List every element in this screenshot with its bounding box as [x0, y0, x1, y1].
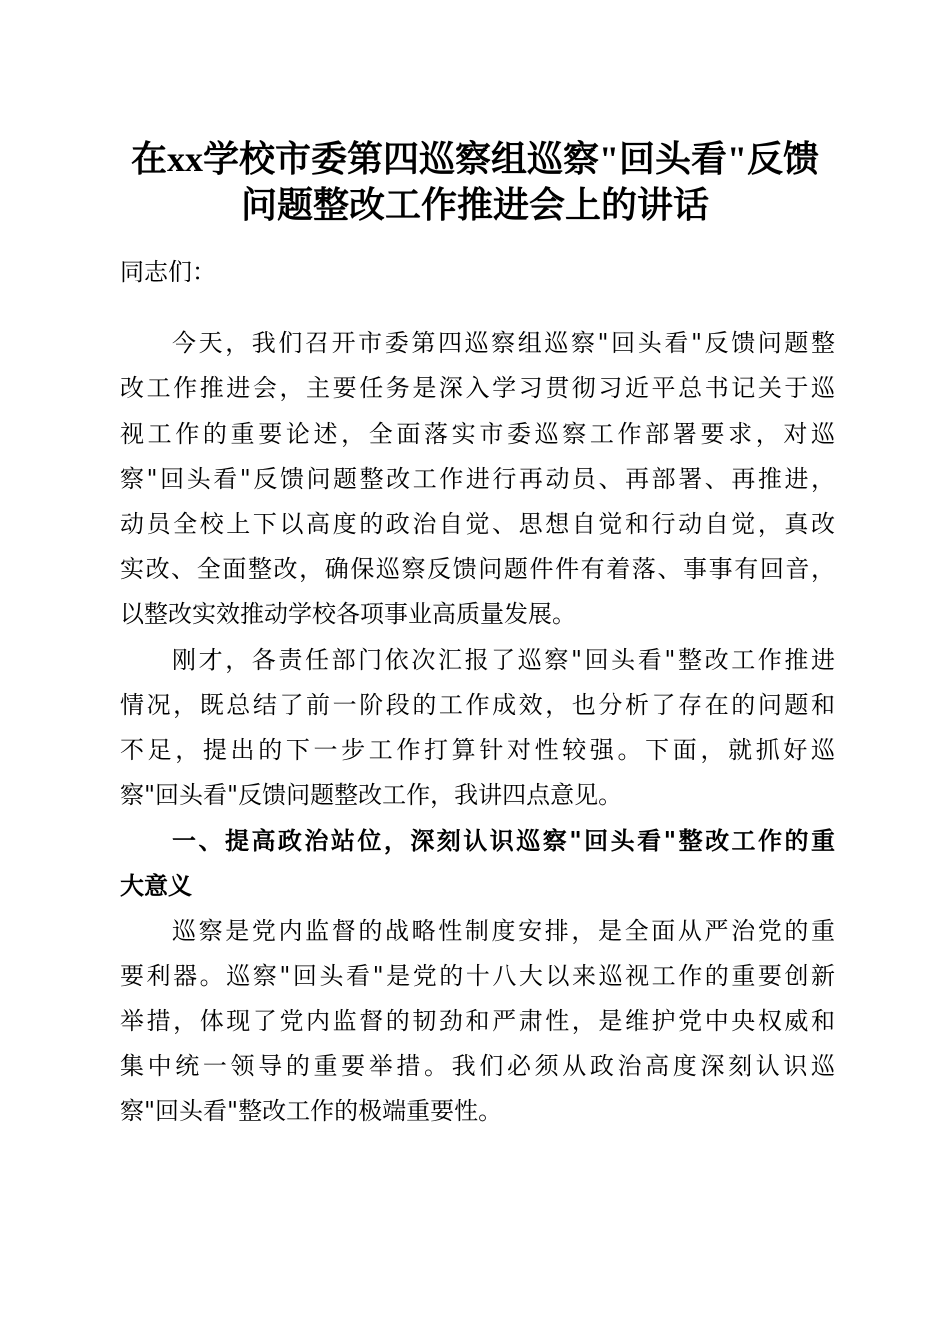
text-line: 以整改实效推动学校各项事业高质量发展。	[120, 600, 576, 629]
document-body	[120, 250, 835, 1135]
text-line: 今天，我们召开市委第四巡察组巡察"回头看"反馈问题整	[172, 329, 835, 358]
section-heading	[120, 818, 835, 908]
paragraph	[120, 638, 835, 819]
text-line: 察"回头看"整改工作的极端重要性。	[120, 1097, 503, 1126]
paragraph	[120, 909, 835, 1135]
text-line: 察"回头看"反馈问题整改工作进行再动员、再部署、再推进，	[120, 464, 835, 493]
paragraph	[120, 321, 835, 637]
text-line: 大意义	[120, 871, 192, 901]
title-line-2: 问题整改工作推进会上的讲话	[240, 185, 709, 225]
paragraphs	[120, 321, 835, 1134]
text-line: 改工作推进会，主要任务是深入学习贯彻习近平总书记关于巡	[120, 374, 835, 403]
text-line: 视工作的重要论述，全面落实市委巡察工作部署要求，对巡	[120, 419, 835, 448]
text-line: 动员全校上下以高度的政治自觉、思想自觉和行动自觉，真改	[120, 509, 835, 538]
document-title	[0, 136, 950, 228]
text-line: 不足，提出的下一步工作打算针对性较强。下面，就抓好巡	[120, 735, 835, 764]
text-line: 要利器。巡察"回头看"是党的十八大以来巡视工作的重要创新	[120, 961, 835, 990]
text-line: 察"回头看"反馈问题整改工作，我讲四点意见。	[120, 781, 623, 810]
text-line: 情况，既总结了前一阶段的工作成效，也分析了存在的问题和	[120, 690, 835, 719]
text-line: 一、提高政治站位，深刻认识巡察"回头看"整改工作的重	[172, 826, 835, 856]
text-line: 举措，体现了党内监督的韧劲和严肃性，是维护党中央权威和	[120, 1007, 835, 1035]
text-line: 集中统一领导的重要举措。我们必须从政治高度深刻认识巡	[120, 1052, 835, 1081]
text-line: 刚才，各责任部门依次汇报了巡察"回头看"整改工作推进	[172, 645, 835, 674]
title-line-1: 在xx学校市委第四巡察组巡察"回头看"反馈	[131, 139, 819, 179]
text-line: 实改、全面整改，确保巡察反馈问题件件有着落、事事有回音，	[120, 555, 835, 584]
greeting: 同志们：	[120, 258, 216, 286]
text-line: 巡察是党内监督的战略性制度安排，是全面从严治党的重	[172, 916, 835, 945]
